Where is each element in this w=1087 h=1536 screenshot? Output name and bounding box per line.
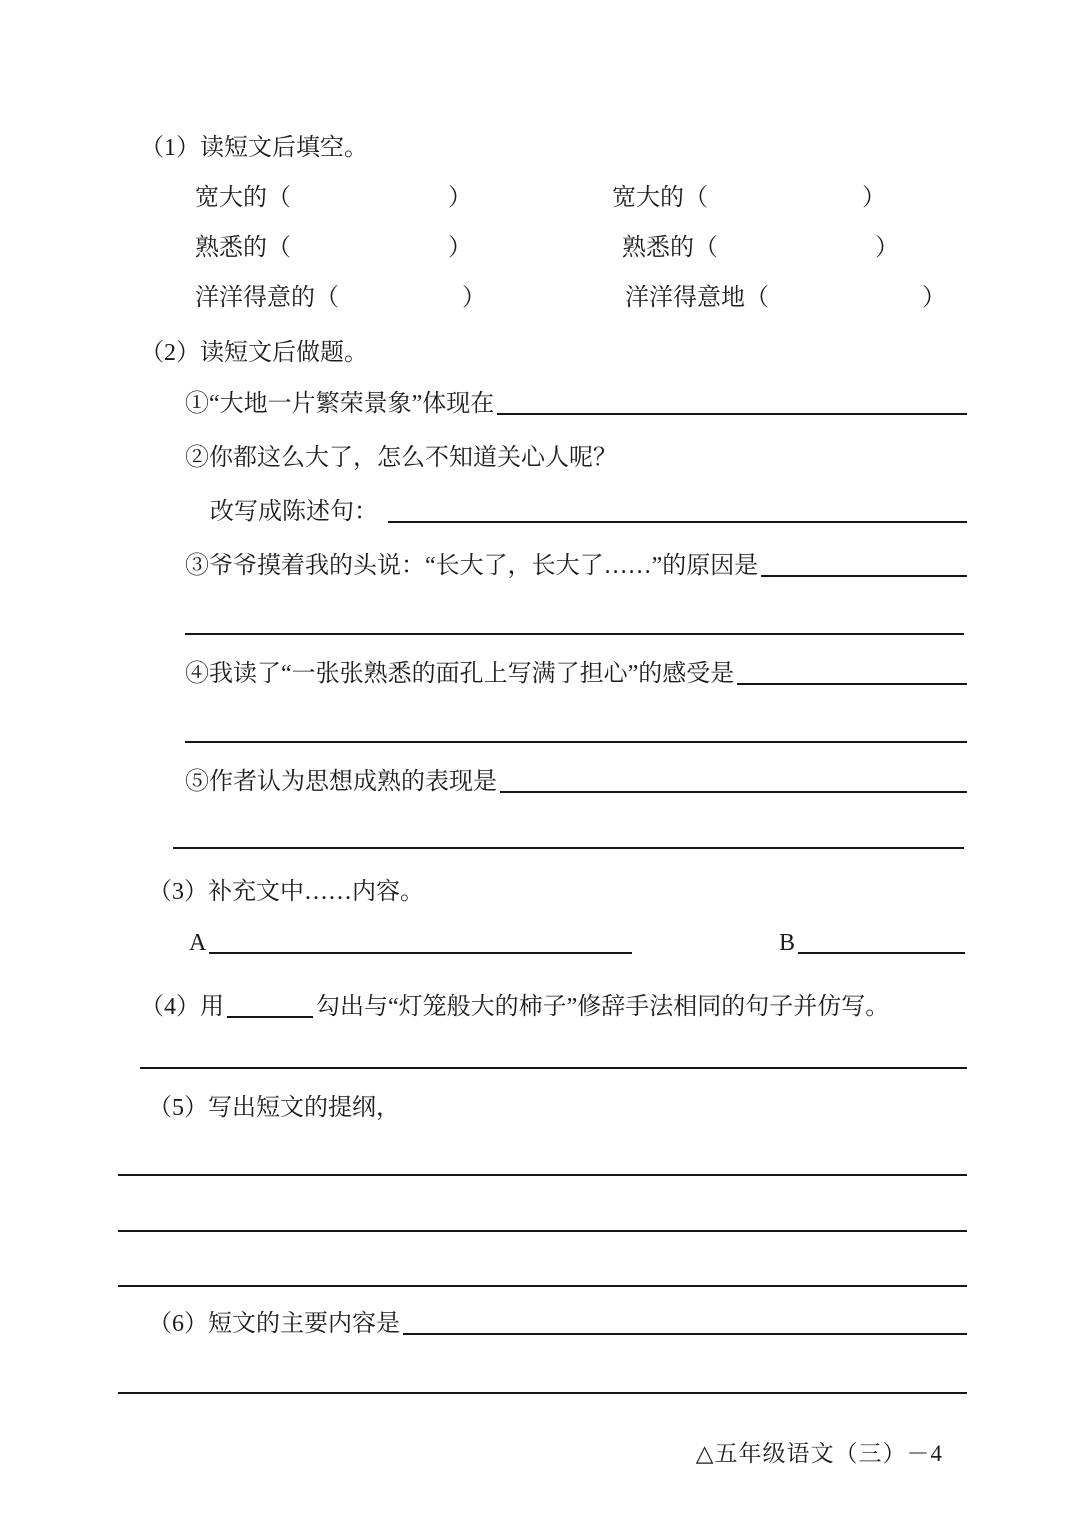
- q5-answer-line-1[interactable]: [118, 1174, 967, 1176]
- q3-answer-line-a[interactable]: [209, 952, 632, 954]
- q2-item2-rewrite-answer-line[interactable]: [388, 521, 967, 523]
- q1-row2-right-label: 熟悉的（: [622, 235, 718, 261]
- q1-row3-left-label: 洋洋得意的（: [195, 285, 339, 311]
- q1-row2-left-label: 熟悉的（: [195, 235, 291, 261]
- q1-row3-right-label: 洋洋得意地（: [625, 285, 769, 311]
- q6-title-text: （6）短文的主要内容是: [148, 1311, 400, 1337]
- q2-item5-answer-line-2[interactable]: [173, 847, 964, 849]
- q2-item3: [185, 549, 967, 583]
- q2-item4-answer-line-2[interactable]: [185, 741, 967, 743]
- q2-item5: [185, 765, 967, 799]
- q4-prefix-text: （4）用: [140, 994, 224, 1020]
- q3-blank-b: [779, 926, 965, 960]
- q2-item3-answer-line-2[interactable]: [185, 633, 964, 635]
- q2-item3-answer-line[interactable]: [761, 575, 967, 577]
- q1-row2-right-close[interactable]: ）: [875, 235, 899, 261]
- q3-title: （3）补充文中……内容。: [148, 879, 424, 905]
- q1-row1-left-label: 宽大的（: [195, 185, 291, 211]
- q3-blank-a: [189, 926, 632, 960]
- q2-item2-text: ②你都这么大了，怎么不知道关心人呢？: [185, 445, 617, 471]
- q6-answer-line[interactable]: [403, 1333, 967, 1335]
- q2-item2-rewrite-text: 改写成陈述句：: [210, 499, 378, 525]
- q6-line: [148, 1307, 967, 1341]
- q2-item5-text: ⑤作者认为思想成熟的表现是: [185, 769, 497, 795]
- q2-item5-answer-line[interactable]: [500, 791, 967, 793]
- q4-answer-line[interactable]: [140, 1067, 967, 1069]
- q1-row1-right-label: 宽大的（: [612, 185, 708, 211]
- q2-item1: [185, 387, 967, 421]
- q1-title: （1）读短文后填空。: [140, 135, 368, 161]
- q5-title: （5）写出短文的提纲，: [148, 1095, 400, 1121]
- q1-row2-left-close[interactable]: ）: [448, 235, 472, 261]
- q5-answer-line-2[interactable]: [118, 1230, 967, 1232]
- q1-row3-left-close[interactable]: ）: [462, 285, 486, 311]
- q2-item4: [185, 657, 967, 691]
- q3-answer-line-b[interactable]: [798, 952, 965, 954]
- q1-row1-right-close[interactable]: ）: [862, 185, 886, 211]
- q3-label-a: A: [189, 930, 207, 956]
- page-footer-label: △五年级语文（三）－4: [695, 1441, 943, 1466]
- q3-label-b: B: [779, 930, 796, 956]
- q5-answer-line-3[interactable]: [118, 1285, 967, 1287]
- q4-suffix-text: 勾出与“灯笼般大的柿子”修辞手法相同的句子并仿写。: [316, 994, 890, 1020]
- q2-item4-text: ④我读了“一张张熟悉的面孔上写满了担心”的感受是: [185, 661, 735, 687]
- q4-line: [140, 990, 889, 1024]
- q2-item1-text: ①“大地一片繁荣景象”体现在: [185, 391, 495, 417]
- q2-title: （2）读短文后做题。: [140, 340, 368, 366]
- q2-item3-text: ③爷爷摸着我的头说：“长大了，长大了……”的原因是: [185, 553, 759, 579]
- q1-row3-right-close[interactable]: ）: [922, 285, 946, 311]
- q2-item1-answer-line[interactable]: [497, 413, 967, 415]
- q1-row1-left-close[interactable]: ）: [448, 185, 472, 211]
- q6-answer-line-2[interactable]: [118, 1392, 967, 1394]
- q4-mark-blank[interactable]: [227, 1016, 313, 1018]
- q2-item4-answer-line[interactable]: [737, 683, 967, 685]
- q2-item2-rewrite: [210, 495, 967, 529]
